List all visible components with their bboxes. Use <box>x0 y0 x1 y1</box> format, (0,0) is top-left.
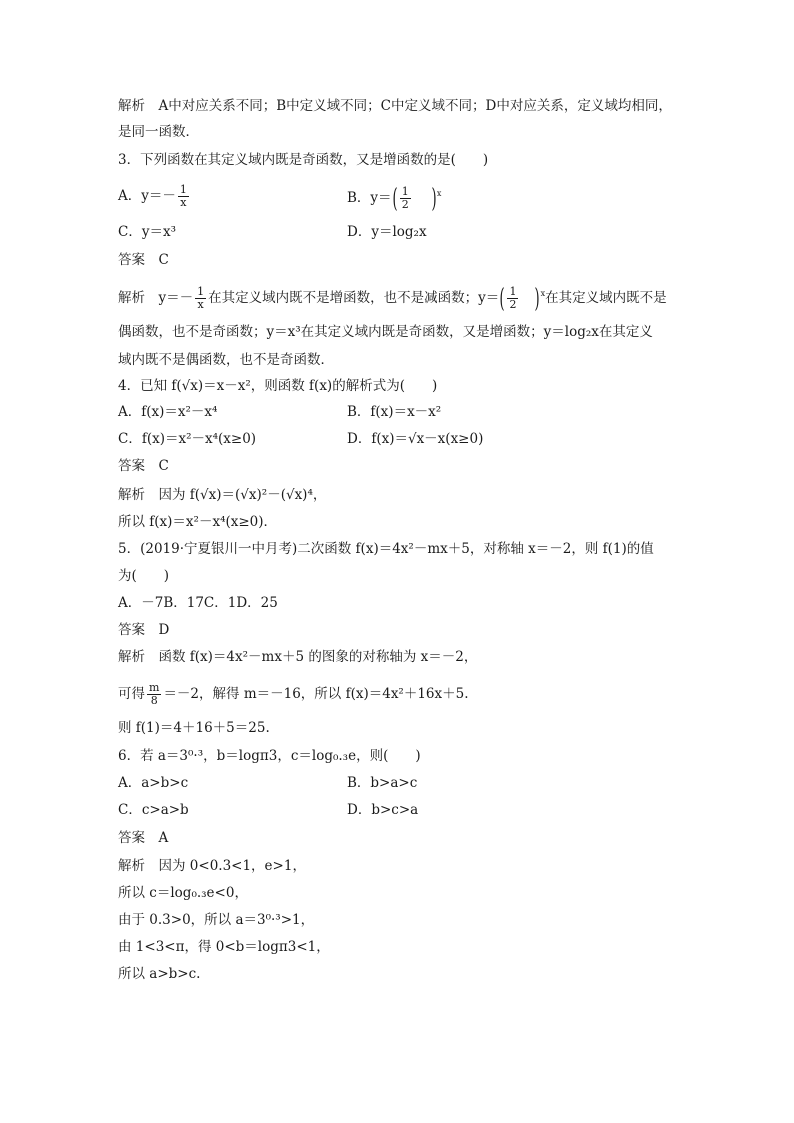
q4-option-c: C．f(x)＝x²－x⁴(x≥0) <box>118 431 257 447</box>
q6-explanation-line3: 由于 0.3>0，所以 a＝3⁰·³>1， <box>118 912 315 928</box>
q3-option-c: C．y＝x³ <box>118 224 176 240</box>
q6-option-c: C．c>a>b <box>118 802 189 818</box>
q3-option-d: D．y＝log₂x <box>347 224 427 240</box>
q4-explanation-line2: 所以 f(x)＝x²－x⁴(x≥0)． <box>118 514 278 530</box>
fraction-1-over-2: $\frac{1}{2}$ <box>509 285 517 311</box>
fraction-1-over-2: $\frac{1}{2}$ <box>401 185 409 211</box>
q2-explanation-line2: 是同一函数． <box>118 124 199 140</box>
q6-option-b: B．b>a>c <box>347 775 418 791</box>
fraction-1-over-x: $\frac{1}{x}$ <box>179 183 187 209</box>
q3-option-b: B．y＝( $\frac{1}{2}$ )$^x$ <box>347 183 442 214</box>
q3-option-a-text: A．y＝－ <box>118 188 176 204</box>
q4-option-a: A．f(x)＝x²－x⁴ <box>118 404 218 420</box>
q3-answer: 答案 C <box>118 252 169 268</box>
q3-option-b-text: B．y＝ <box>347 190 392 206</box>
q4-option-d: D．f(x)＝√x－x(x≥0) <box>347 431 484 447</box>
q4-option-b: B．f(x)＝x－x² <box>347 404 442 420</box>
q5-explanation-line3: 则 f(1)＝4＋16＋5＝25. <box>118 720 270 736</box>
q3-explanation-line2: 偶函数，也不是奇函数；y＝x³在其定义域内既是奇函数，又是增函数；y＝log₂x在其定义 <box>118 324 653 340</box>
q6-option-a: A．a>b>c <box>118 775 189 791</box>
q2-explanation-line1: 解析 A中对应关系不同；B中定义域不同；C中定义域不同；D中对应关系，定义域均相同， <box>118 98 672 114</box>
q6-stem: 6．若 a＝3⁰·³，b＝logπ3，c＝log₀.₃e，则( ) <box>118 748 421 764</box>
q4-stem: 4．已知 f(√x)＝x－x²，则函数 f(x)的解析式为( ) <box>118 378 438 394</box>
q3-explanation-line3: 域内既不是偶函数，也不是奇函数． <box>118 352 334 368</box>
q4-explanation-line1: 解析 因为 f(√x)＝(√x)²－(√x)⁴， <box>118 487 327 503</box>
q5-stem-line2: 为( ) <box>118 568 170 584</box>
q5-options: A．－7B．17C．1D．25 <box>118 595 278 611</box>
q4-answer: 答案 C <box>118 458 169 474</box>
fraction-m-over-8: $\frac{m}{8}$ <box>149 681 160 707</box>
q5-explanation-line1: 解析 函数 f(x)＝4x²－mx＋5 的图象的对称轴为 x＝－2， <box>118 649 478 665</box>
q5-stem-line1: 5．(2019·宁夏银川一中月考)二次函数 f(x)＝4x²－mx＋5，对称轴 x＝－2，则 f(1)的值 <box>118 541 654 557</box>
q6-answer: 答案 A <box>118 830 169 846</box>
q5-explanation-line2: 可得 $\frac{m}{8}$ ＝－2，解得 m＝－16，所以 f(x)＝4x²＋16x＋5. <box>118 681 469 707</box>
q6-explanation-line1: 解析 因为 0<0.3<1，e>1， <box>118 858 306 874</box>
q3-stem: 3．下列函数在其定义域内既是奇函数，又是增函数的是( ) <box>118 152 489 168</box>
q3-explanation-line1: 解析 y＝－ $\frac{1}{x}$ 在其定义域内既不是增函数，也不是减函数；y＝( $\frac{1}{2}$ )$^x$在其定义域内既不是 <box>118 283 667 314</box>
q6-option-d: D．b>c>a <box>347 802 419 818</box>
q5-answer: 答案 D <box>118 622 170 638</box>
q6-explanation-line5: 所以 a>b>c. <box>118 966 201 982</box>
q6-explanation-line2: 所以 c＝log₀.₃e<0， <box>118 885 248 901</box>
fraction-1-over-x: $\frac{1}{x}$ <box>197 285 205 311</box>
q6-explanation-line4: 由 1<3<π，得 0<b＝logπ3<1， <box>118 939 330 955</box>
